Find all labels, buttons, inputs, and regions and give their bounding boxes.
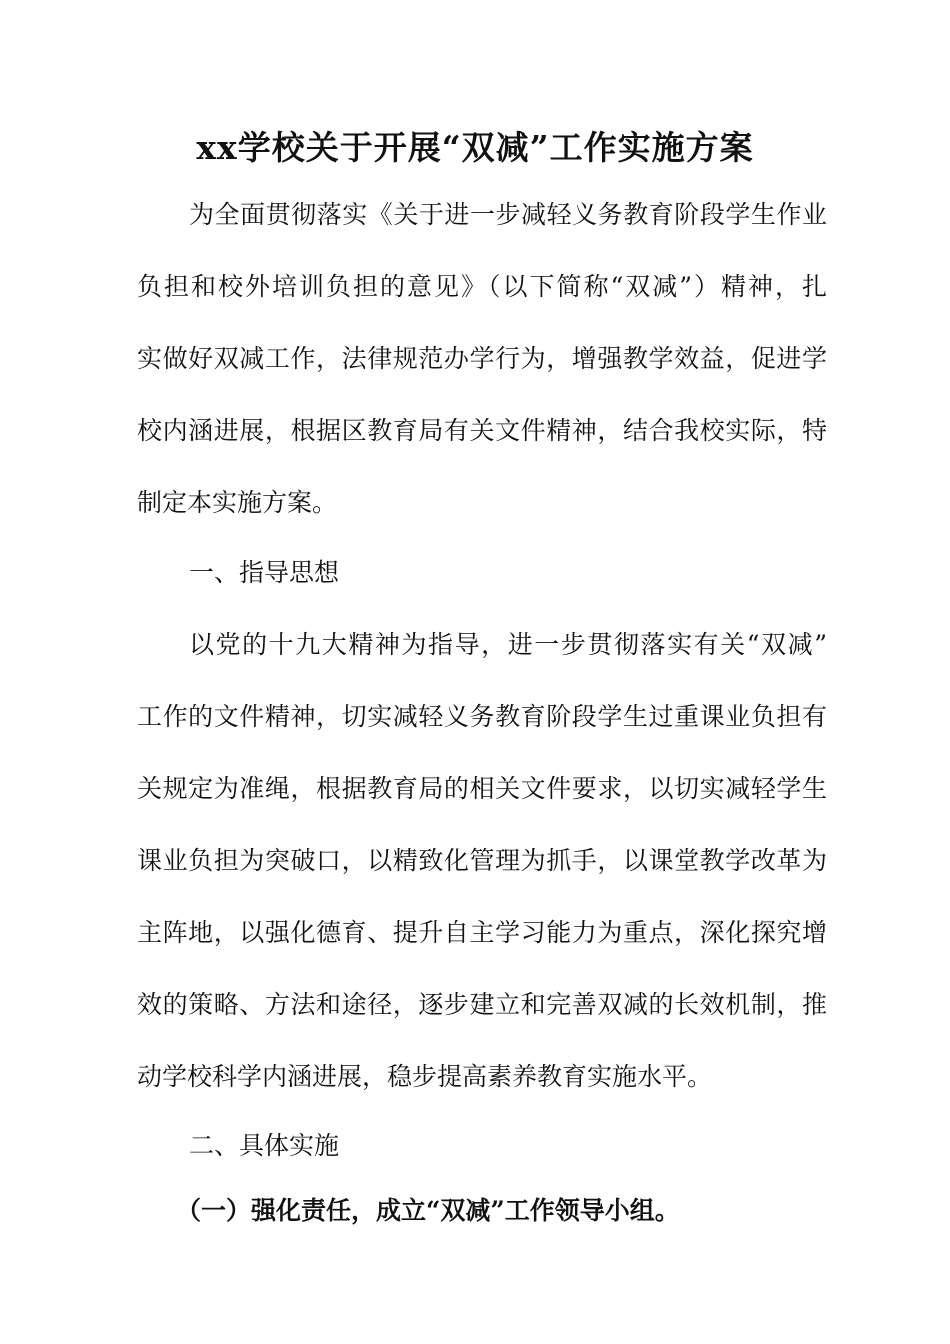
paragraph-line: 实做好双减工作，法律规范办学行为，增强教学效益，促进学 xyxy=(137,344,827,373)
subsection-heading: （一）强化责任，成立“双减”工作领导小组。 xyxy=(176,1196,680,1225)
paragraph-line: 为全面贯彻落实《关于进一步减轻义务教育阶段学生作业 xyxy=(189,200,827,229)
paragraph-line: 工作的文件精神，切实减轻义务教育阶段学生过重课业负担有 xyxy=(137,702,827,731)
section-heading: 一、指导思想 xyxy=(189,558,340,587)
paragraph-line: 动学校科学内涵进展，稳步提高素养教育实施水平。 xyxy=(137,1062,713,1091)
paragraph-line: 以党的十九大精神为指导，进一步贯彻落实有关“双减” xyxy=(189,630,827,659)
paragraph-line: 制定本实施方案。 xyxy=(137,488,338,517)
section-heading: 二、具体实施 xyxy=(189,1131,340,1160)
paragraph-line: 效的策略、方法和途径，逐步建立和完善双减的长效机制，推 xyxy=(137,990,827,1019)
document-title: xx学校关于开展“双减”工作实施方案 xyxy=(196,128,754,167)
paragraph-line: 主阵地，以强化德育、提升自主学习能力为重点，深化探究增 xyxy=(137,918,827,947)
paragraph-line: 关规定为准绳，根据教育局的相关文件要求，以切实减轻学生 xyxy=(137,774,827,803)
paragraph-line: 负担和校外培训负担的意见》（以下简称“双减”）精神，扎 xyxy=(137,272,827,301)
paragraph-line: 校内涵进展，根据区教育局有关文件精神，结合我校实际，特 xyxy=(137,416,827,445)
paragraph-line: 课业负担为突破口，以精致化管理为抓手，以课堂教学改革为 xyxy=(137,846,827,875)
